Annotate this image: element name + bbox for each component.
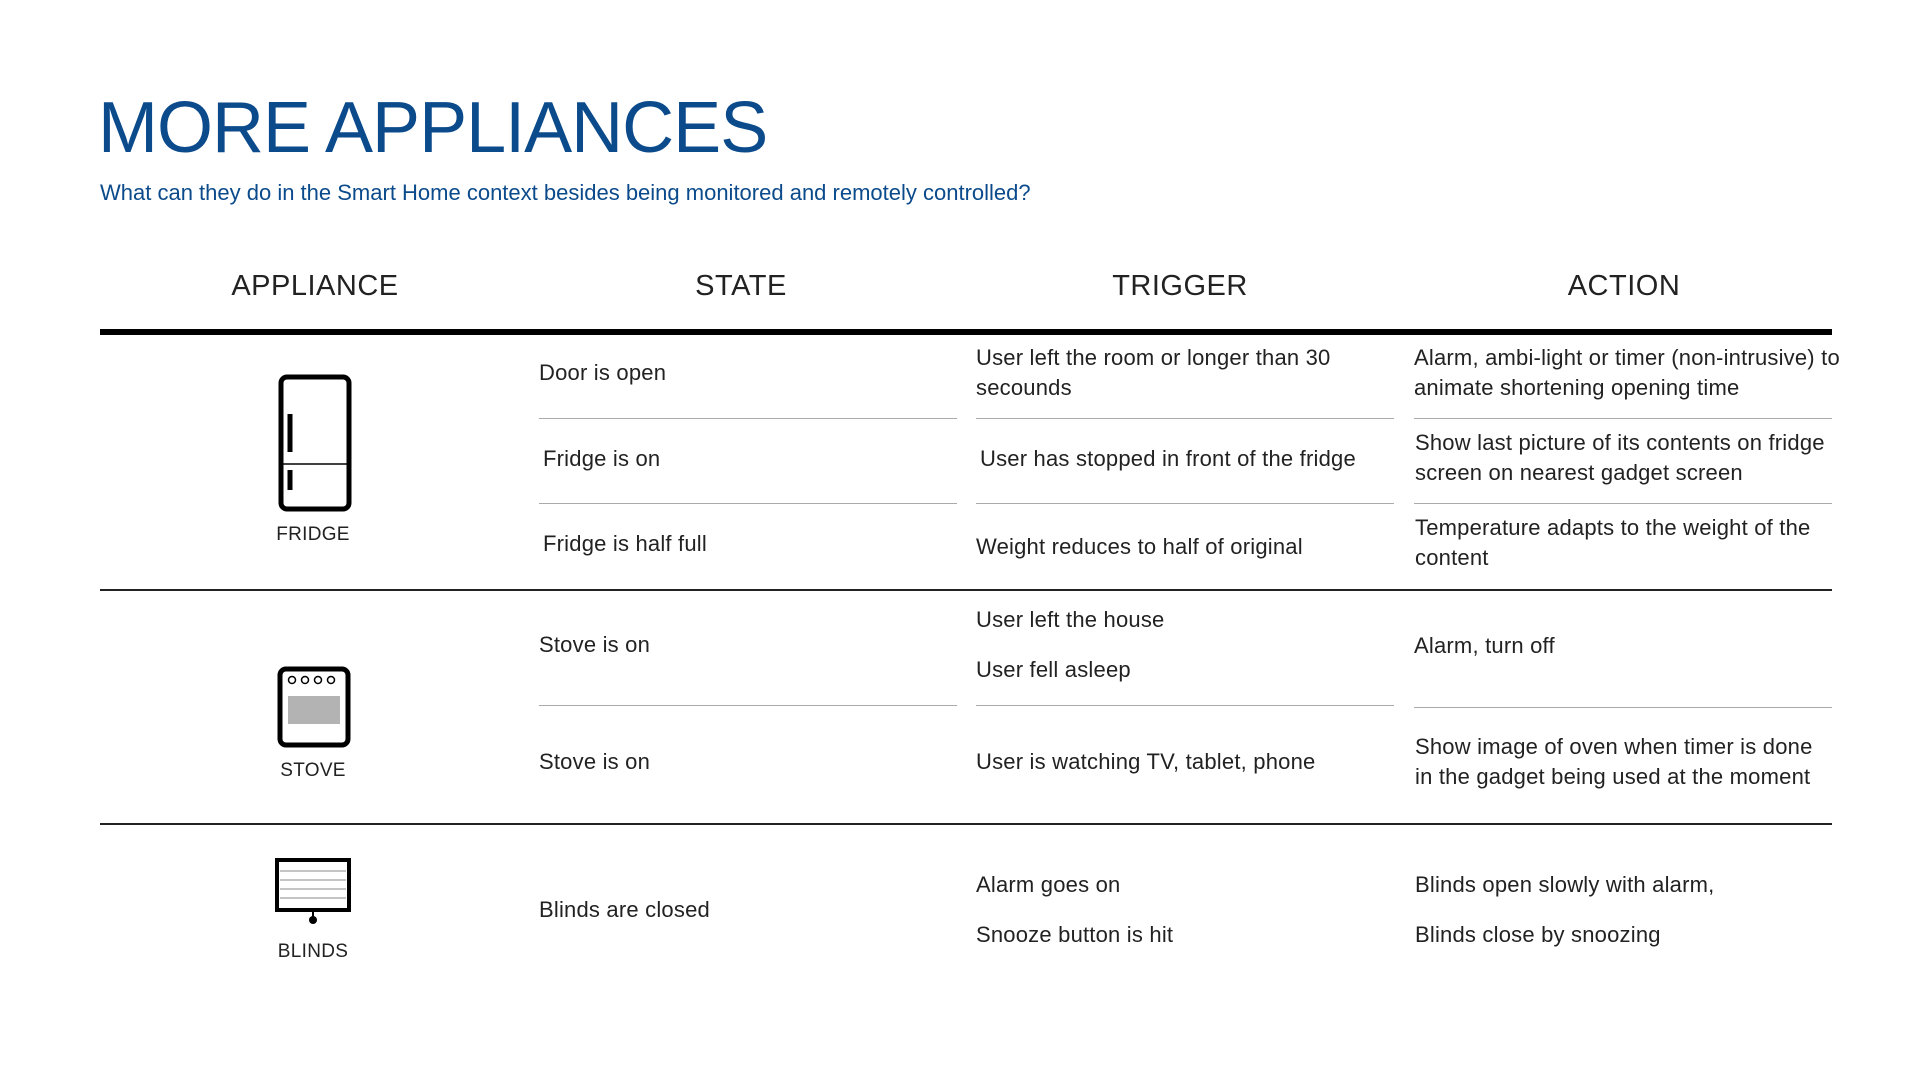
stove-trigger-1a: User left the house: [976, 607, 1165, 632]
section-divider: [100, 823, 1832, 825]
row-divider: [1414, 503, 1832, 504]
fridge-action-1: Alarm, ambi-light or timer (non-intrusive) to animate shortening opening time: [1414, 345, 1840, 400]
stove-trigger-1b: User fell asleep: [976, 657, 1131, 682]
section-divider: [100, 589, 1832, 591]
row-divider: [976, 705, 1394, 706]
row-divider: [976, 418, 1394, 419]
header-trigger: TRIGGER: [1112, 270, 1248, 302]
stove-trigger-2: User is watching TV, tablet, phone: [976, 749, 1316, 774]
blinds-action-2: Blinds close by snoozing: [1415, 922, 1661, 947]
fridge-action-3: Temperature adapts to the weight of the content: [1415, 515, 1811, 570]
fridge-state-2: Fridge is on: [543, 446, 661, 471]
fridge-state-1: Door is open: [539, 360, 667, 385]
blinds-state: Blinds are closed: [539, 897, 710, 922]
fridge-trigger-3: Weight reduces to half of original: [976, 534, 1303, 559]
blinds-label: BLINDS: [277, 941, 349, 962]
page-title: MORE APPLIANCES: [98, 88, 768, 168]
header-state: STATE: [695, 270, 787, 302]
stove-label: STOVE: [280, 760, 346, 781]
blinds-icon: [274, 857, 352, 932]
header-divider: [100, 329, 1832, 335]
header-appliance: APPLIANCE: [231, 270, 399, 302]
header-action: ACTION: [1567, 270, 1681, 302]
row-divider: [539, 503, 957, 504]
fridge-icon: [278, 374, 352, 517]
row-divider: [539, 705, 957, 706]
stove-icon: [277, 666, 351, 753]
fridge-trigger-1: User left the room or longer than 30 secounds: [976, 345, 1331, 400]
stove-state-2: Stove is on: [539, 749, 651, 774]
row-divider: [1414, 418, 1832, 419]
row-divider: [539, 418, 957, 419]
stove-action-1: Alarm, turn off: [1414, 633, 1555, 658]
blinds-trigger-1: Alarm goes on: [976, 872, 1121, 897]
fridge-state-3: Fridge is half full: [543, 531, 707, 556]
stove-action-2: Show image of oven when timer is done in the gadget being used at the moment: [1415, 734, 1813, 789]
stove-state-1: Stove is on: [539, 632, 651, 657]
row-divider: [1414, 707, 1832, 708]
blinds-trigger-2: Snooze button is hit: [976, 922, 1174, 947]
fridge-trigger-2: User has stopped in front of the fridge: [980, 446, 1356, 471]
row-divider: [976, 503, 1394, 504]
blinds-action-1: Blinds open slowly with alarm,: [1415, 872, 1715, 897]
fridge-label: FRIDGE: [276, 524, 350, 545]
fridge-action-2: Show last picture of its contents on fridge screen on nearest gadget screen: [1415, 430, 1825, 485]
page-subtitle: What can they do in the Smart Home context besides being monitored and remotely controlled?: [100, 180, 1031, 205]
